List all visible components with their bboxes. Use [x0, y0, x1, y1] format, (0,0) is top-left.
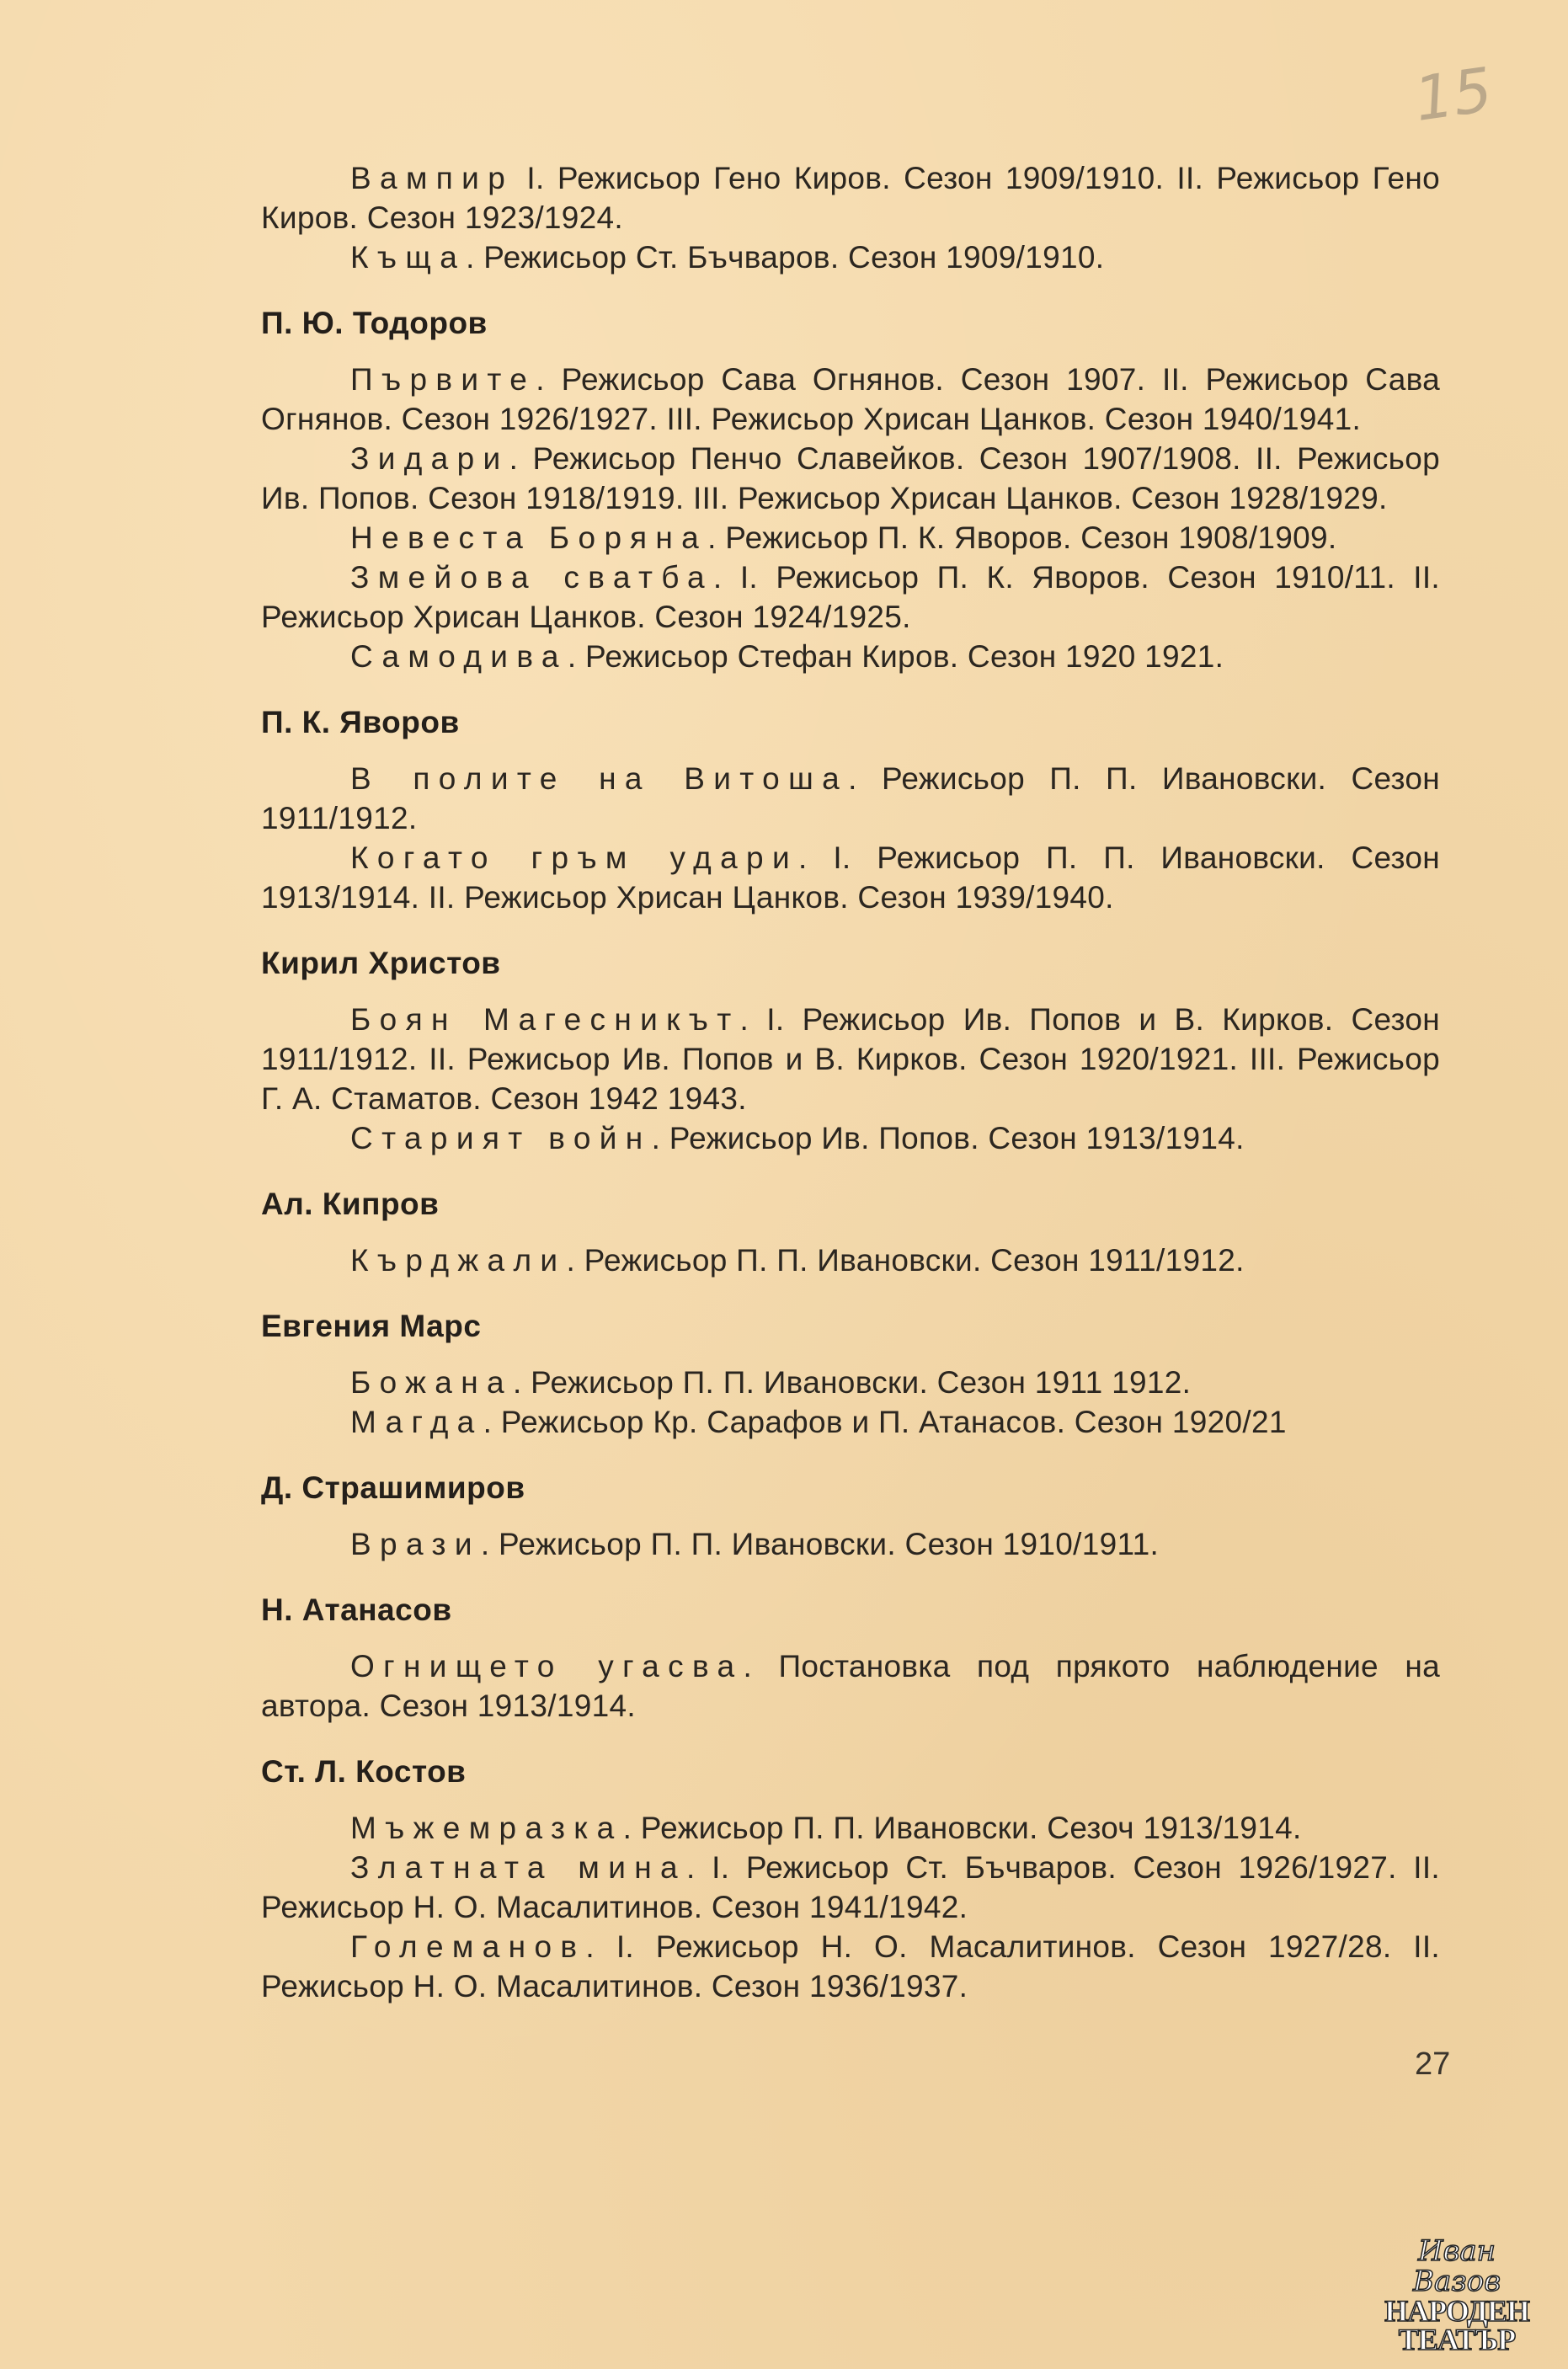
play-details: . I. Режисьор Ив. Попов и В. Кирков. Сезон 1911/1912. II. Режисьор Ив. Попов и В. Кирков. Сезон 1920/1921. III. Режисьор Г. А. Стаматов. Сезон 1942 1943.	[261, 1002, 1440, 1116]
play-entry	[261, 1241, 1440, 1280]
play-entry	[261, 360, 1440, 439]
play-title: Първите	[350, 362, 536, 397]
play-title: Зидари	[350, 441, 509, 476]
play-details: . I. Режисьор Ст. Бъчваров. Сезон 1926/1927. II. Режисьор Н. О. Масалитинов. Сезон 1941/1942.	[261, 1850, 1441, 1924]
play-details: . Режисьор Кр. Сарафов и П. Атанасов. Сезон 1920/21	[483, 1405, 1287, 1439]
handwritten-page-note: 15	[1410, 54, 1497, 135]
author-heading: П. К. Яворов	[261, 705, 460, 739]
author-heading: Н. Атанасов	[261, 1593, 452, 1627]
theatre-logo	[1381, 2236, 1533, 2354]
logo-script: Иван Вазов	[1412, 2234, 1501, 2298]
author-heading: Евгения Марс	[261, 1309, 482, 1343]
play-details: . Режисьор П. П. Ивановски. Сезон 1911/1912.	[566, 1243, 1245, 1278]
play-title: Вампир	[350, 161, 515, 195]
author-heading: Кирил Христов	[261, 946, 501, 980]
play-entry	[261, 838, 1440, 917]
document-body	[261, 158, 1440, 2006]
play-entry	[261, 1646, 1440, 1726]
play-details: . Режисьор Пенчо Славейков. Сезон 1907/1908. II. Режисьор Ив. Попов. Сезон 1918/1919. III. Режисьор Хрисан Цанков. Сезон 1928/1929.	[261, 441, 1440, 515]
play-details: . Режисьор П. П. Ивановски. Сезон 1911/1912.	[261, 761, 1440, 835]
play-entry	[261, 759, 1440, 838]
play-details: . Режисьор П. П. Ивановски. Сезон 1910/1911.	[480, 1527, 1160, 1561]
play-entry	[261, 1848, 1440, 1927]
author-heading: Ст. Л. Костов	[261, 1754, 467, 1789]
play-entry	[261, 1118, 1440, 1158]
play-title: Врази	[350, 1527, 481, 1561]
play-details: . Режисьор Ив. Попов. Сезон 1913/1914.	[651, 1121, 1245, 1155]
play-title: Големанов	[350, 1929, 586, 1964]
play-details: . I. Режисьор Н. О. Масалитинов. Сезон 1927/28. II. Режисьор Н. О. Масалитинов. Сезон 1936/1937.	[261, 1929, 1440, 2004]
play-title: В полите на Витоша	[350, 761, 849, 796]
play-title: Огнището угасва	[350, 1649, 744, 1683]
page-number: 27	[1415, 2046, 1451, 2082]
play-title: Самодива	[350, 639, 568, 674]
author-heading: Д. Страшимиров	[261, 1470, 525, 1505]
author-section	[261, 1309, 1440, 1442]
play-title: Невеста Боряна	[350, 520, 708, 555]
logo-line1: НАРОДЕН	[1384, 2294, 1529, 2328]
play-title: Старият войн	[350, 1121, 652, 1155]
play-title: Магда	[350, 1405, 483, 1439]
author-section	[261, 705, 1440, 917]
play-entry	[261, 637, 1440, 676]
play-title: Кърджали	[350, 1243, 567, 1278]
play-details: . Режисьор Сава Огнянов. Сезон 1907. II. Режисьор Сава Огнянов. Сезон 1926/1927. III. Режисьор Хрисан Цанков. Сезон 1940/1941.	[261, 362, 1440, 436]
play-entry	[261, 1402, 1440, 1442]
play-details: . I. Режисьор П. П. Ивановски. Сезон 1913/1914. II. Режисьор Хрисан Цанков. Сезон 1939/1940.	[261, 840, 1441, 915]
play-entry	[261, 558, 1440, 637]
play-title: Къща	[350, 240, 467, 275]
play-entry	[261, 1000, 1440, 1118]
play-title: Когато гръм удари	[350, 840, 799, 875]
author-section	[261, 1754, 1440, 2006]
author-section	[261, 1470, 1440, 1564]
play-details: . Режисьор П. П. Ивановски. Сезоч 1913/1914.	[622, 1811, 1302, 1845]
play-details: . Режисьор Стефан Киров. Сезон 1920 1921.	[567, 639, 1224, 674]
play-entry	[261, 1808, 1440, 1848]
play-details: . Режисьор П. П. Ивановски. Сезон 1911 1912.	[512, 1365, 1192, 1400]
play-details: I. Режисьор Гено Киров. Сезон 1909/1910. II. Режисьор Гено Киров. Сезон 1923/1924.	[261, 161, 1440, 235]
play-entry	[261, 439, 1440, 518]
play-title: Змейова сватба	[350, 560, 713, 595]
play-details: . Постановка под прякото наблюдение на автора. Сезон 1913/1914.	[261, 1649, 1440, 1723]
play-title: Божана	[350, 1365, 513, 1400]
play-entry	[261, 158, 1440, 237]
author-section	[261, 1593, 1440, 1726]
author-heading: Ал. Кипров	[261, 1187, 440, 1221]
author-section	[261, 306, 1440, 676]
play-title: Златната мина	[350, 1850, 686, 1885]
play-details: . Режисьор П. К. Яворов. Сезон 1908/1909.	[707, 520, 1337, 555]
play-title: Мъжемразка	[350, 1811, 623, 1845]
play-entry	[261, 1524, 1440, 1564]
play-title: Боян Магесникът	[350, 1002, 740, 1037]
play-entry	[261, 1363, 1440, 1402]
play-entry	[261, 518, 1440, 558]
author-section	[261, 158, 1440, 277]
author-section	[261, 946, 1440, 1158]
author-section	[261, 1187, 1440, 1280]
logo-line2: ТЕАТЪР	[1398, 2323, 1516, 2356]
play-entry	[261, 237, 1440, 277]
author-heading: П. Ю. Тодоров	[261, 306, 488, 340]
play-details: . Режисьор Ст. Бъчваров. Сезон 1909/1910.	[466, 240, 1105, 275]
play-entry	[261, 1927, 1440, 2006]
play-details: . I. Режисьор П. К. Яворов. Сезон 1910/11. II. Режисьор Хрисан Цанков. Сезон 1924/1925.	[261, 560, 1440, 634]
